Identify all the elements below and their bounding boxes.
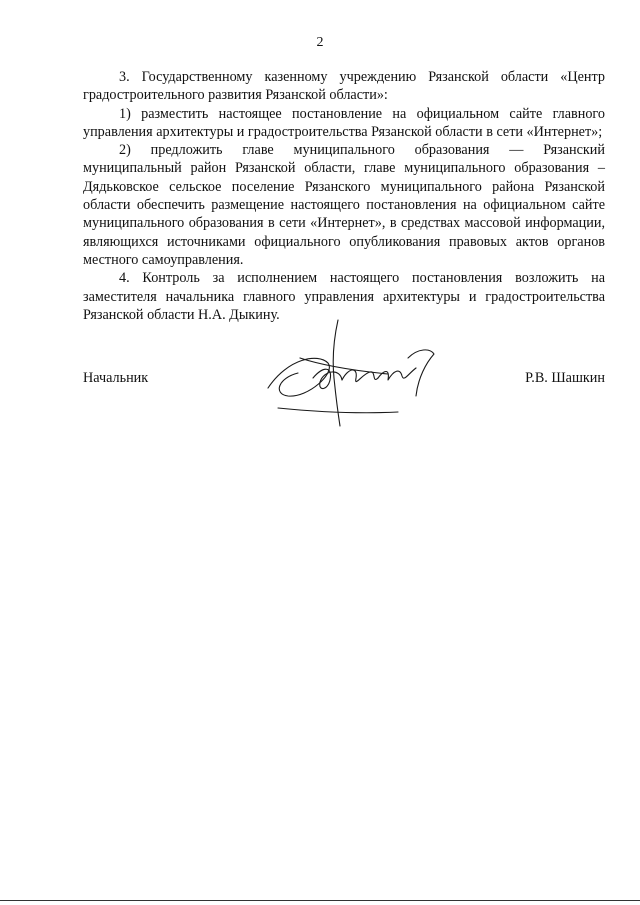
page-bottom-border <box>0 900 640 901</box>
paragraph-item-3: 3. Государственному казенному учреждению Рязанской области «Центр градостроительного развития Рязанской области»: <box>83 69 605 104</box>
signatory-title: Начальник <box>83 370 149 386</box>
paragraph-item-4: 4. Контроль за исполнением настоящего постановления возложить на заместителя начальника главного управления архитектуры и градостроительства Рязанской области Н.А. Дыкину. <box>83 270 605 323</box>
paragraph-subitem-1: 1) разместить настоящее постановление на официальном сайте главного управления архитектуры и градостроительства Рязанской области в сети «Интернет»; <box>83 105 605 140</box>
document-body <box>83 68 605 324</box>
signatory-name: Р.В. Шашкин <box>525 370 605 386</box>
page-number: 2 <box>316 35 324 50</box>
paragraph-subitem-2: 2) предложить главе муниципального образования — Рязанский муниципальный район Рязанской области, главе муниципального образования – Дядьковское сельское поселение Рязанского муниципального района Рязанской области обеспечить размещение настоящего постановления на официальном сайте муниципального образования в сети «Интернет», в средствах массовой информации, являющихся источниками официального опубликования правовых актов органов местного самоуправления. <box>83 142 605 268</box>
signature-block <box>83 370 605 390</box>
